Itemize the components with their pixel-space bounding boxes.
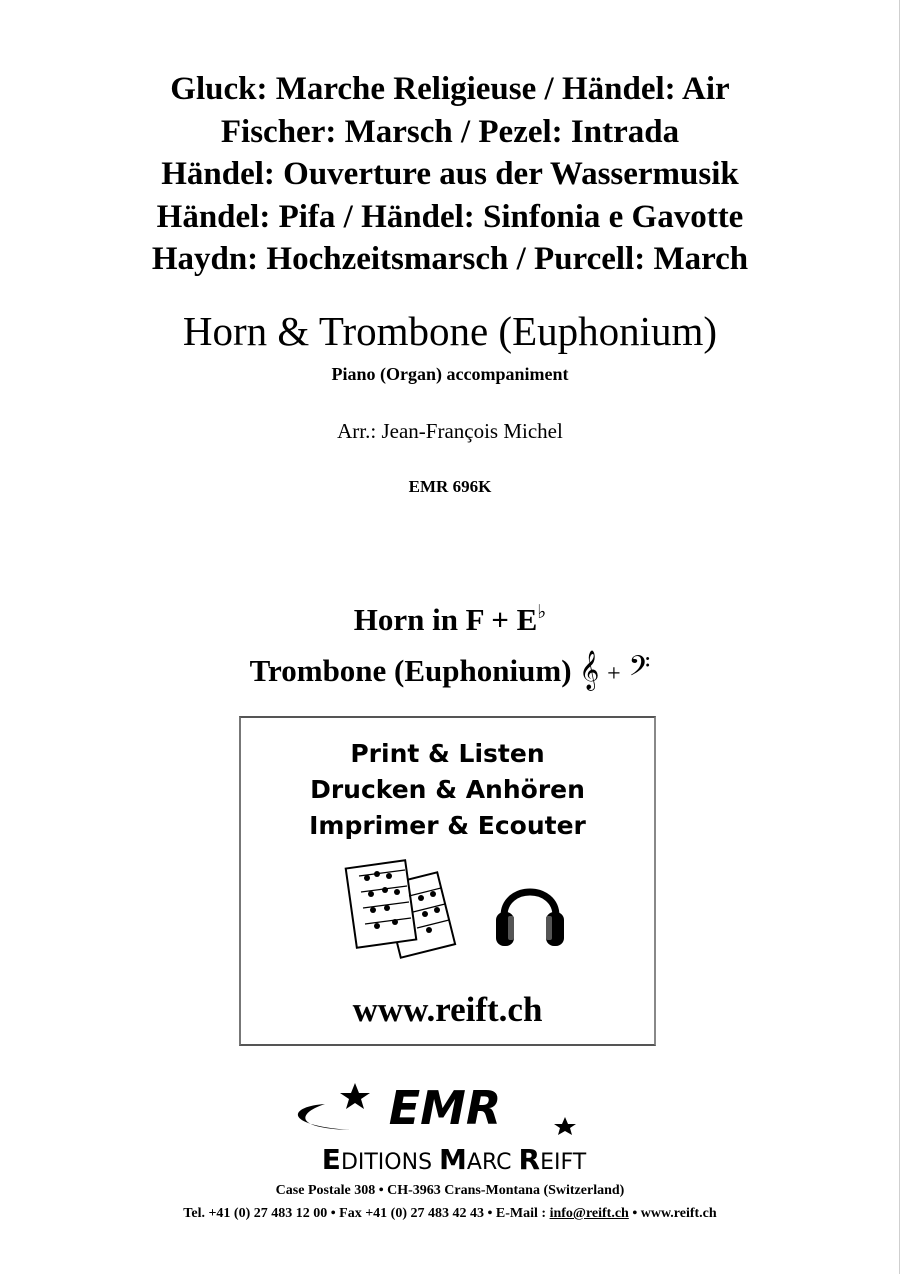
publisher-name-part: R [518, 1143, 541, 1176]
title-line: Händel: Ouverture aus der Wassermusik [161, 156, 739, 192]
title-line: Gluck: Marche Religieuse / Händel: Air [170, 71, 730, 107]
title-line: Händel: Pifa / Händel: Sinfonia e Gavotte [156, 198, 744, 235]
contact-website: • www.reift.ch [628, 1206, 717, 1221]
publisher-name-part: ARC [466, 1150, 519, 1175]
bass-clef-icon: 𝄢 [628, 650, 651, 690]
promo-website-link[interactable]: www.reift.ch [352, 990, 543, 1029]
treble-clef-icon: 𝄞 [579, 650, 600, 690]
trombone-part-label: Trombone (Euphonium) [249, 653, 572, 688]
emr-publisher-logo [230, 1070, 680, 1178]
title-block [0, 68, 900, 281]
headphones-icon [494, 870, 566, 952]
publisher-name-part: DITIONS [340, 1150, 440, 1175]
contact-phone-fax: Tel. +41 (0) 27 483 12 00 • Fax +41 (0) 27 483 42 43 • E-Mail : [183, 1206, 550, 1221]
promo-line-de: Drucken & Anhören [310, 775, 585, 804]
svg-text:EDITIONS MARC REIFT [322, 1143, 587, 1176]
plus-sign: + [607, 661, 621, 687]
accompaniment-subtitle: Piano (Organ) accompaniment [331, 364, 569, 384]
title-line: Haydn: Hochzeitsmarsch / Purcell: March [151, 241, 749, 277]
sheet-music-icon [341, 856, 471, 966]
publisher-address: Case Postale 308 • CH-3963 Crans-Montana (Switzerland) [275, 1183, 625, 1198]
parts-list [0, 588, 900, 699]
flat-sign: ♭ [537, 602, 547, 623]
promo-line-en: Print & Listen [350, 739, 545, 768]
publisher-name-part: M [439, 1143, 467, 1176]
emr-logo-text: EMR [388, 1081, 502, 1135]
publisher-name-part: E [321, 1143, 341, 1176]
print-and-listen-box [239, 716, 656, 1046]
promo-line-fr: Imprimer & Ecouter [309, 811, 586, 840]
promo-text [241, 736, 654, 844]
trombone-part [0, 645, 900, 699]
horn-part-label: Horn in F + E [353, 602, 538, 637]
publisher-contact [0, 1206, 900, 1222]
title-line: Fischer: Marsch / Pezel: Intrada [220, 113, 680, 150]
publisher-name-part: EIFT [540, 1150, 587, 1175]
arranger-credit: Arr.: Jean-François Michel [337, 419, 563, 443]
email-link[interactable]: info@reift.ch [549, 1206, 629, 1221]
catalog-number: EMR 696K [408, 477, 492, 496]
horn-part [0, 588, 900, 645]
instrumentation-heading: Horn & Trombone (Euphonium) [182, 308, 718, 354]
